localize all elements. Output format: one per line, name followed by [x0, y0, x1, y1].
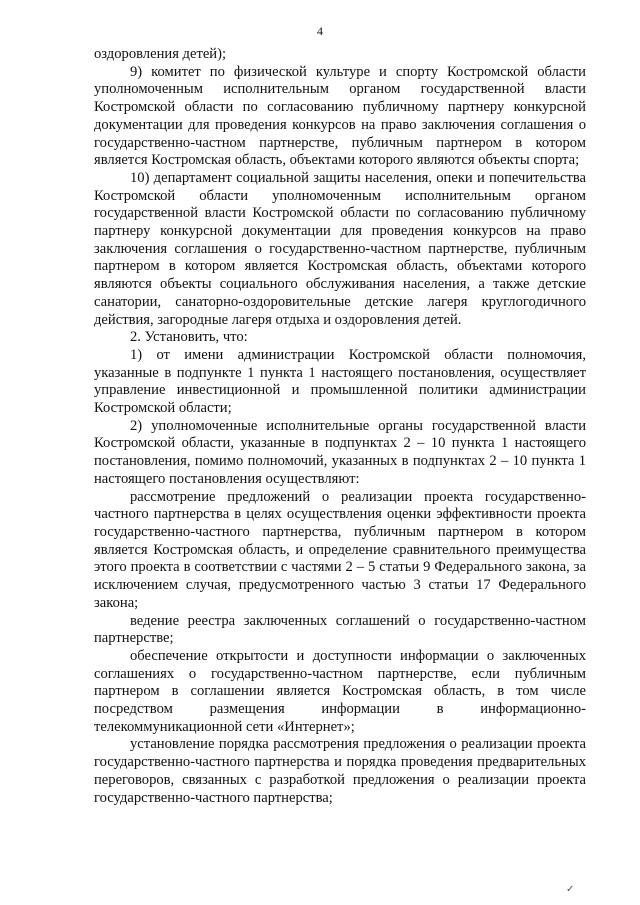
paragraph: ведение реестра заключенных соглашений о государственно-частном партнерстве;: [94, 612, 586, 647]
paragraph: 2. Установить, что:: [130, 329, 248, 346]
page-number: 4: [317, 24, 323, 38]
paragraph: оздоровления детей);: [94, 46, 227, 62]
paragraph: 9) комитет по физической культуре и спорту Костромской области уполномоченным исполнительным органом государственной власти Костромской области по согласованию публичному партнеру конкурсной документации для проведения конкурсов на право заключения соглашения о государственно-частном партнерстве, публичным партнером в котором является Костромская область, объектами которого являются объекты спорта;: [94, 63, 586, 169]
paragraph: обеспечение открытости и доступности информации о заключенных соглашениях о государственно-частном партнерстве, если публичным партнером в соглашении является Костромская область, в том числе посредством размещения информации в информационно-телекоммуникационной сети «Интернет»;: [94, 647, 586, 735]
paragraph: 2) уполномоченные исполнительные органы государственной власти Костромской области, указанные в подпунктах 2 – 10 пункта 1 настоящего постановления, помимо полномочий, указанных в подпунктах 2 – 10 пункта 1 настоящего постановления осуществляют:: [94, 417, 586, 487]
paragraph: 1) от имени администрации Костромской области полномочия, указанные в подпункте 1 пункта 1 настоящего постановления, осуществляет управление инвестиционной и промышленной политики администрации Костромской области;: [94, 346, 586, 417]
paragraph: рассмотрение предложений о реализации проекта государственно-частного партнерства в целях осуществления оценки эффективности проекта государственно-частного партнерства, публичным партнером в котором является Костромская область, и определение сравнительного преимущества этого проекта в соответствии с частями 2 – 5 статьи 9 Федерального закона, за исключением случая, предусмотренного частью 3 статьи 17 Федерального закона;: [94, 488, 586, 611]
document-body: [94, 46, 586, 807]
check-mark: ✓: [566, 884, 575, 895]
paragraph: 10) департамент социальной защиты населения, опеки и попечительства Костромской области уполномоченным исполнительным органом государственной власти Костромской области по согласованию публичному партнеру конкурсной документации для проведения конкурсов на право заключения соглашения о государственно-частном партнерстве, публичным партнером в котором является Костромская область, объектами которого являются объекты социального обслуживания населения, а также детские санатории, санаторно-оздоровительные детские лагеря круглогодичного действия, загородные лагеря отдыха и оздоровления детей.: [94, 169, 586, 328]
paragraph: установление порядка рассмотрения предложения о реализации проекта государственно-частного партнерства и порядка проведения предварительных переговоров, связанных с разработкой предложения о реализации проекта государственно-частного партнерства;: [94, 736, 586, 806]
